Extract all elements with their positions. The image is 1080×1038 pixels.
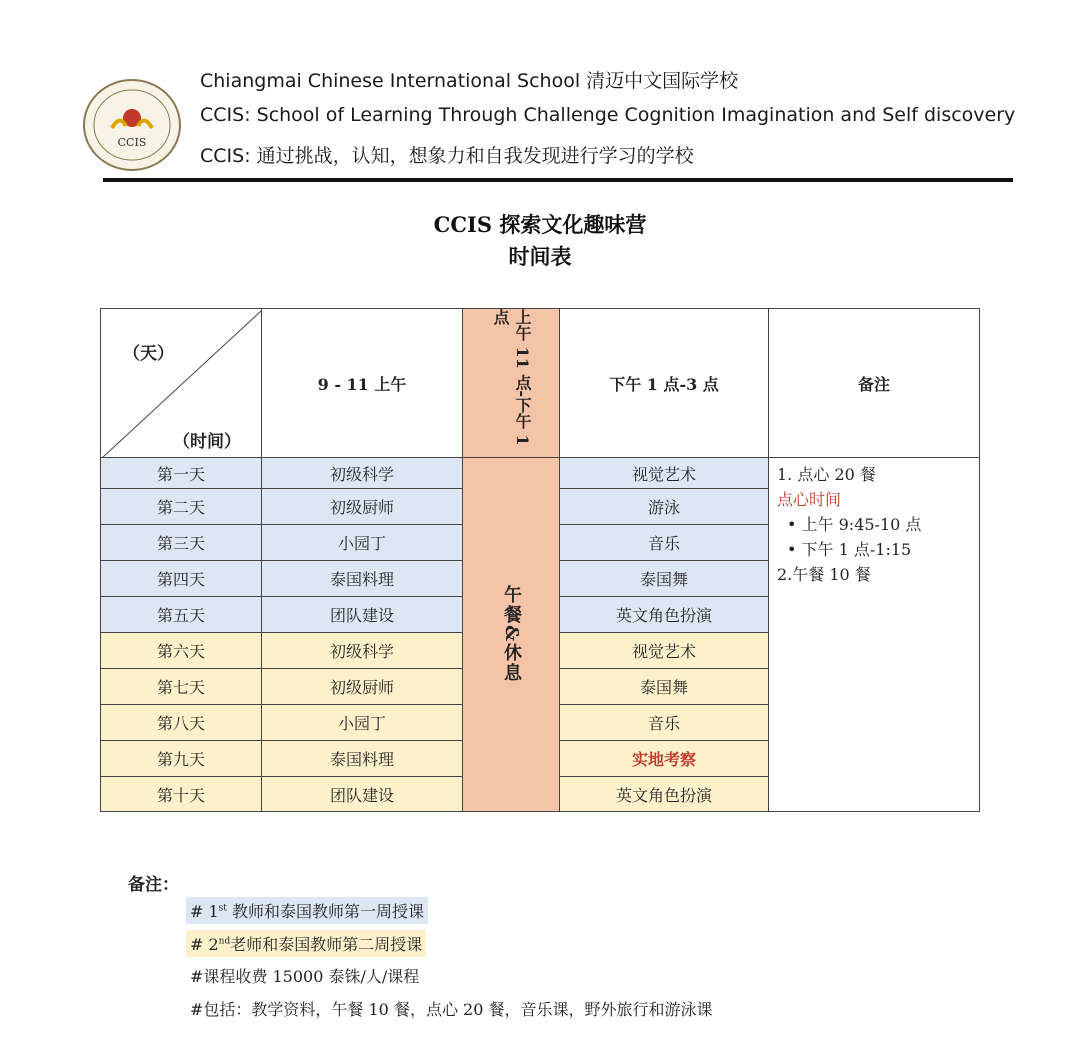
day-cell: 第八天 (100, 704, 262, 741)
remark-week1: # 1st 教师和泰国教师第一周授课 (186, 897, 428, 924)
corner-day-label: （天） (123, 344, 174, 364)
remark-week2: # 2nd老师和泰国教师第二周授课 (186, 930, 426, 957)
day-cell: 第四天 (100, 560, 262, 597)
page-title: CCIS 探索文化趣味营 (433, 212, 647, 237)
day-cell: 第二天 (100, 488, 262, 525)
morning-activity-cell: 初级科学 (261, 632, 463, 669)
afternoon-activity-cell: 英文角色扮演 (559, 596, 769, 633)
page-subtitle: 时间表 (508, 244, 572, 269)
lunch-break-cell: 午餐&休息 (462, 457, 560, 812)
header-motto-en: CCIS: School of Learning Through Challenge Cognition Imagination and Self discovery (200, 104, 1016, 126)
header-school-name: Chiangmai Chinese International School 清迈中文国际学校 (200, 70, 739, 92)
header-lunch: 上午 11 点-下午 1 点 (462, 308, 560, 458)
header-morning: 9 - 11 上午 (261, 308, 463, 458)
notes-cell (768, 457, 980, 812)
header-motto-zh: CCIS: 通过挑战，认知，想象力和自我发现进行学习的学校 (200, 145, 694, 167)
remark-includes: #包括：教学资料，午餐 10 餐，点心 20 餐，音乐课，野外旅行和游泳课 (190, 1000, 713, 1019)
afternoon-activity-cell: 视觉艺术 (559, 632, 769, 669)
morning-activity-cell: 小园丁 (261, 524, 463, 561)
day-cell: 第三天 (100, 524, 262, 561)
afternoon-activity-cell: 泰国舞 (559, 560, 769, 597)
morning-activity-cell: 团队建设 (261, 776, 463, 812)
morning-activity-cell: 小园丁 (261, 704, 463, 741)
header-afternoon: 下午 1 点-3 点 (559, 308, 769, 458)
remark-fee: #课程收费 15000 泰铢/人/课程 (190, 967, 420, 986)
header-notes: 备注 (768, 308, 980, 458)
afternoon-activity-cell: 音乐 (559, 524, 769, 561)
afternoon-activity-cell: 实地考察 (559, 740, 769, 777)
morning-activity-cell: 团队建设 (261, 596, 463, 633)
day-cell: 第六天 (100, 632, 262, 669)
day-cell: 第五天 (100, 596, 262, 633)
note-lunch: 2.午餐 10 餐 (777, 565, 871, 584)
afternoon-activity-cell: 泰国舞 (559, 668, 769, 705)
day-cell: 第十天 (100, 776, 262, 812)
school-header (0, 0, 1080, 190)
morning-activity-cell: 泰国料理 (261, 740, 463, 777)
afternoon-activity-cell: 音乐 (559, 704, 769, 741)
note-snack-am: • 上午 9:45-10 点 (787, 515, 922, 534)
note-snack-time-label: 点心时间 (777, 490, 842, 509)
remarks-label: 备注： (128, 875, 179, 895)
morning-activity-cell: 初级科学 (261, 457, 463, 489)
school-logo (82, 78, 182, 172)
schedule-table (100, 308, 980, 812)
corner-cell (100, 308, 262, 458)
day-cell: 第一天 (100, 457, 262, 489)
note-snacks: 1. 点心 20 餐 (777, 465, 876, 484)
afternoon-activity-cell: 游泳 (559, 488, 769, 525)
morning-activity-cell: 泰国料理 (261, 560, 463, 597)
header-divider (103, 178, 1013, 182)
note-snack-pm: • 下午 1 点-1:15 (787, 540, 912, 559)
svg-text:CCIS: CCIS (117, 136, 147, 149)
day-cell: 第九天 (100, 740, 262, 777)
day-cell: 第七天 (100, 668, 262, 705)
afternoon-activity-cell: 视觉艺术 (559, 457, 769, 489)
morning-activity-cell: 初级厨师 (261, 668, 463, 705)
morning-activity-cell: 初级厨师 (261, 488, 463, 525)
corner-time-label: （时间） (173, 432, 241, 452)
afternoon-activity-cell: 英文角色扮演 (559, 776, 769, 812)
